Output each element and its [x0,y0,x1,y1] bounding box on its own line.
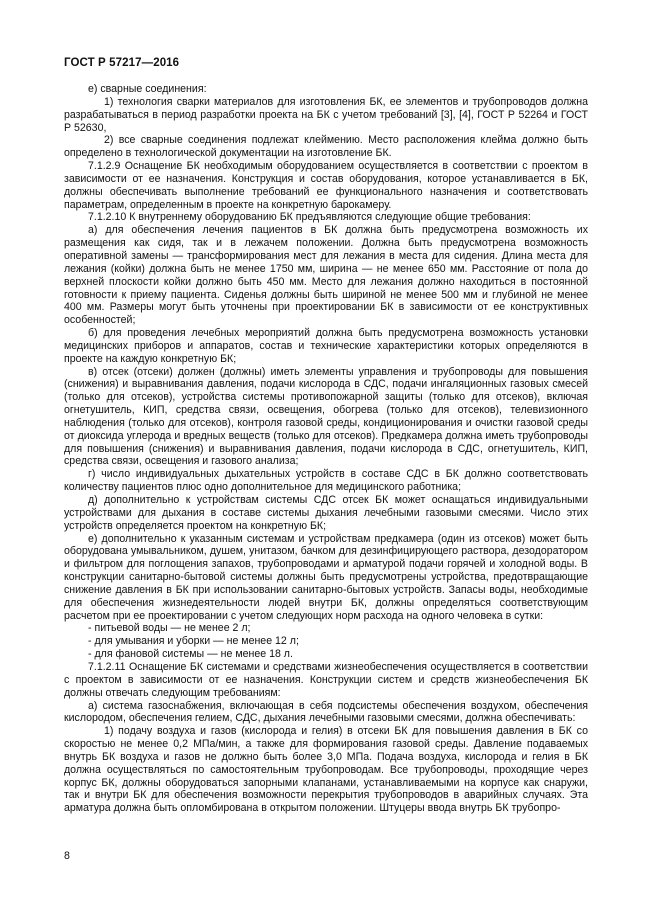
paragraph: 7.1.2.11 Оснащение БК системами и средствами жизнеобеспечения осуществляется в соответствии с проектом в зависимости от ее назначения. Конструкции систем и средств жизнеобеспечения БК должны отвечать следующим требованиям: [64,660,588,699]
list-item: - питьевой воды — не менее 2 л; [88,622,251,635]
paragraph: е) дополнительно к указанным системам и устройствам предкамера (один из отсеков) может быть оборудована умывальником, душем, унитазом, бачком для дезинфицирующего раствора, дезодоратором и фильтром для поглощения запахов, трубопроводами и арматурой подачи горячей и холодной воды. В конструкции санитарно-бытовой системы должны быть предусмотрены устройства, предотвращающие снижение давления в БК при использовании санитарно-бытовых устройств. Запасы воды, необходимые для обеспечения жизнедеятельности людей внутри БК, должны определяться соответствующим расчетом при ее проектировании с учетом следующих норм расхода на одного человека в сутки: [64,532,588,622]
document-body [64,83,588,815]
paragraph: 7.1.2.10 К внутреннему оборудованию БК предъявляются следующие общие требования: [88,211,531,224]
page-number: 8 [64,850,70,862]
paragraph: а) система газоснабжения, включающая в себя подсистемы обеспечения воздухом, обеспечения кислородом, обеспечения гелием, СДС, дыхания лечебными газовыми смесями, должна обеспечивать: [64,699,588,725]
paragraph: 7.1.2.9 Оснащение БК необходимым оборудованием осуществляется в соответствии с проектом в зависимости от ее назначения. Конструкция и состав оборудования, которое устанавливается в БК, должны обеспечивать выполнение требований ее функционального назначения и соответствовать параметрам, определенным в проекте на конкретную барокамеру. [64,160,588,211]
paragraph: б) для проведения лечебных мероприятий должна быть предусмотрена возможность установки медицинских приборов и аппаратов, состав и технические характеристики которых определяются в проекте на каждую конкретную БК; [64,327,588,365]
document-header: ГОСТ Р 57217—2016 [64,57,180,69]
paragraph: е) сварные соединения: [88,83,207,95]
paragraph: г) число индивидуальных дыхательных устройств в составе СДС в БК должно соответствовать количеству пациентов плюс одно дополнительное для медицинского работника; [64,468,588,494]
paragraph: а) для обеспечения лечения пациентов в БК должна быть предусмотрена возможность их размещения как сидя, так и в лежачем положении. Должна быть предусмотрена возможность оперативной замены — трансформирования мест для лежания в места для сидения. Длина места для лежания (койки) должна быть не менее 1750 мм, ширина — не менее 650 мм. Расстояние от пола до верхней плоскости койки должно быть 450 мм. Место для лежания должно находиться в постоянной готовности к приему пациента. Сиденья должны быть шириной не менее 500 мм и глубиной не менее 400 мм. Размеры могут быть уточнены при проектировании БК в зависимости от ее конструктивных особенностей; [64,224,588,327]
list-item: - для умывания и уборки — не менее 12 л; [88,635,299,648]
paragraph: 2) все сварные соединения подлежат клеймению. Место расположения клейма должно быть определено в технологической документации на изготовление БК. [64,134,588,160]
paragraph: 1) технология сварки материалов для изготовления БК, ее элементов и трубопроводов должна разрабатываться в период разработки проекта на БК с учетом требований [3], [4], ГОСТ Р 52264 и ГОСТ Р 52630, [64,95,588,134]
paragraph: д) дополнительно к устройствам системы СДС отсек БК может оснащаться индивидуальными устройствами для дыхания в составе системы дыхания лечебными газовыми смесями. Число этих устройств определяется проектом на конкретную БК; [64,494,588,532]
paragraph: 1) подачу воздуха и газов (кислорода и гелия) в отсеки БК для повышения давления в БК со скоростью не менее 0,2 МПа/мин, а также для формирования газовой среды. Давление подаваемых внутрь БК воздуха и газов не должно быть более 3,0 МПа. Подача воздуха, кислорода и гелия в БК должна осуществляться по самостоятельным трубопроводам. Все трубопроводы, проходящие через корпус БК, должны оборудоваться запорными клапанами, устанавливаемыми на корпусе как снаружи, так и внутри БК для обеспечения возможности перекрытия трубопроводов в аварийных случаях. Эта арматура должна быть опломбирована в открытом положении. Штуцеры ввода внутрь БК трубопро- [64,725,588,815]
paragraph: в) отсек (отсеки) должен (должны) иметь элементы управления и трубопроводы для повышения (снижения) и выравнивания давления, подачи кислорода в СДС, подачи ингаляционных газовых смесей (только для отсеков), устройства системы противопожарной защиты (только для отсеков), включая огнетушитель, КИП, средства связи, освещения, обогрева (только для отсеков), телевизионного наблюдения (только для отсеков), контроля газовой среды, кондиционирования и очистки газовой среды от диоксида углерода и вредных веществ (только для отсеков). Предкамера должна иметь трубопроводы для повышения (снижения) и выравнивания давления, подачи кислорода в СДС, огнетушитель, КИП, средства связи, освещения и газового анализа; [64,365,588,468]
list-item: - для фановой системы — не менее 18 л. [88,648,293,661]
